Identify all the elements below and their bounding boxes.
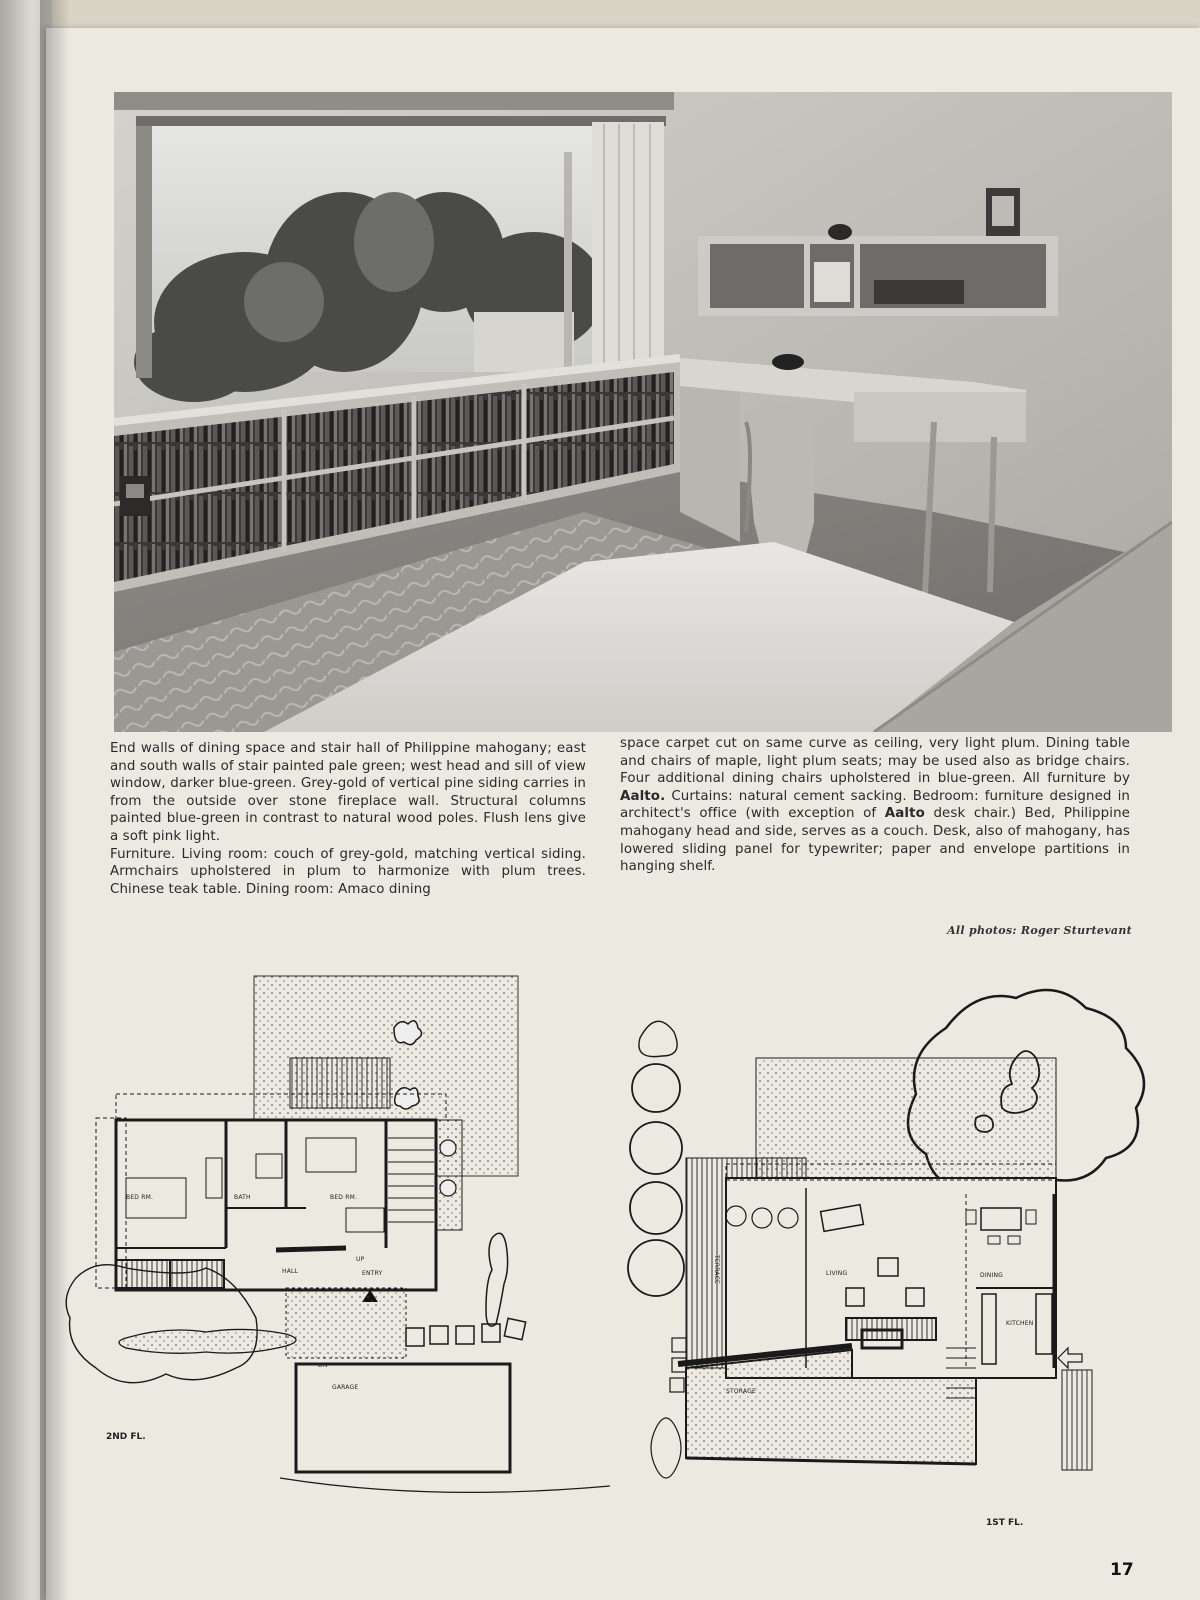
- caption-text: desk chair.) Bed, Philippine mahogany head and side, serves as a couch. Desk, also of mahogany, has lowered sliding panel for typewriter; paper and envelope partitions in hanging shelf.: [620, 806, 1130, 875]
- magazine-page: [46, 28, 1200, 1600]
- caption-column-left: [110, 740, 586, 898]
- first-floor-label: 1ST FL.: [986, 1518, 1024, 1528]
- aalto-bold: Aalto: [884, 806, 925, 822]
- aalto-bold: Aalto.: [620, 788, 666, 804]
- caption-paragraph: Furniture. Living room: couch of grey-gold, matching vertical siding. Armchairs upholstered in plum to harmonize with plum trees. Chinese teak table. Dining room: Amaco dining: [110, 846, 586, 897]
- room-label-bed-rm: BED RM.: [330, 1194, 358, 1201]
- caption-column-right: [620, 735, 1130, 876]
- first-floor-plan: [628, 990, 1144, 1478]
- room-label-dining: DINING: [980, 1272, 1003, 1279]
- bedroom-photograph: [114, 92, 1172, 732]
- room-label-dn: DN: [318, 1362, 328, 1369]
- photo-credit: All photos: Roger Sturtevant: [947, 924, 1132, 937]
- room-label-up: UP: [356, 1256, 365, 1263]
- caption-paragraph: End walls of dining space and stair hall of Philippine mahogany; east and south walls of stair painted pale green; west head and sill of view window, darker blue-green. Grey-gold of vertical pine siding carries in from the outside over stone fireplace wall. Structural columns painted blue-green in contrast to natural wood poles. Flush lens give a soft pink light.: [110, 741, 586, 844]
- caption-text: space carpet cut on same curve as ceiling, very light plum. Dining table and chairs of maple, light plum seats; may be used also as bridge chairs. Four additional dining chairs upholstered in blue-green. All furniture by: [620, 736, 1130, 787]
- room-label-garage: GARAGE: [332, 1384, 359, 1391]
- room-label-living: LIVING: [826, 1270, 848, 1277]
- caption-text: Curtains: natural cement sacking. Bedroom: furniture designed in architect's office (with exception of: [620, 788, 1130, 822]
- floor-plans-drawing: [46, 958, 1200, 1558]
- room-label-terrace: TERRACE: [712, 1255, 720, 1284]
- floor-plans: [46, 958, 1200, 1558]
- page-number: 17: [1110, 1560, 1134, 1580]
- spine-shadow: [40, 0, 70, 1600]
- room-label-bed-rm: BED RM.: [126, 1194, 154, 1201]
- second-floor-label: 2ND FL.: [106, 1432, 146, 1442]
- caption-paragraph: [620, 735, 1130, 876]
- room-label-kitchen: KITCHEN: [1006, 1320, 1034, 1327]
- room-label-hall: HALL: [282, 1268, 299, 1275]
- room-label-entry: ENTRY: [362, 1270, 383, 1277]
- second-floor-plan: [66, 976, 610, 1492]
- room-label-bath: BATH: [234, 1194, 251, 1201]
- room-label-storage: STORAGE: [726, 1388, 756, 1395]
